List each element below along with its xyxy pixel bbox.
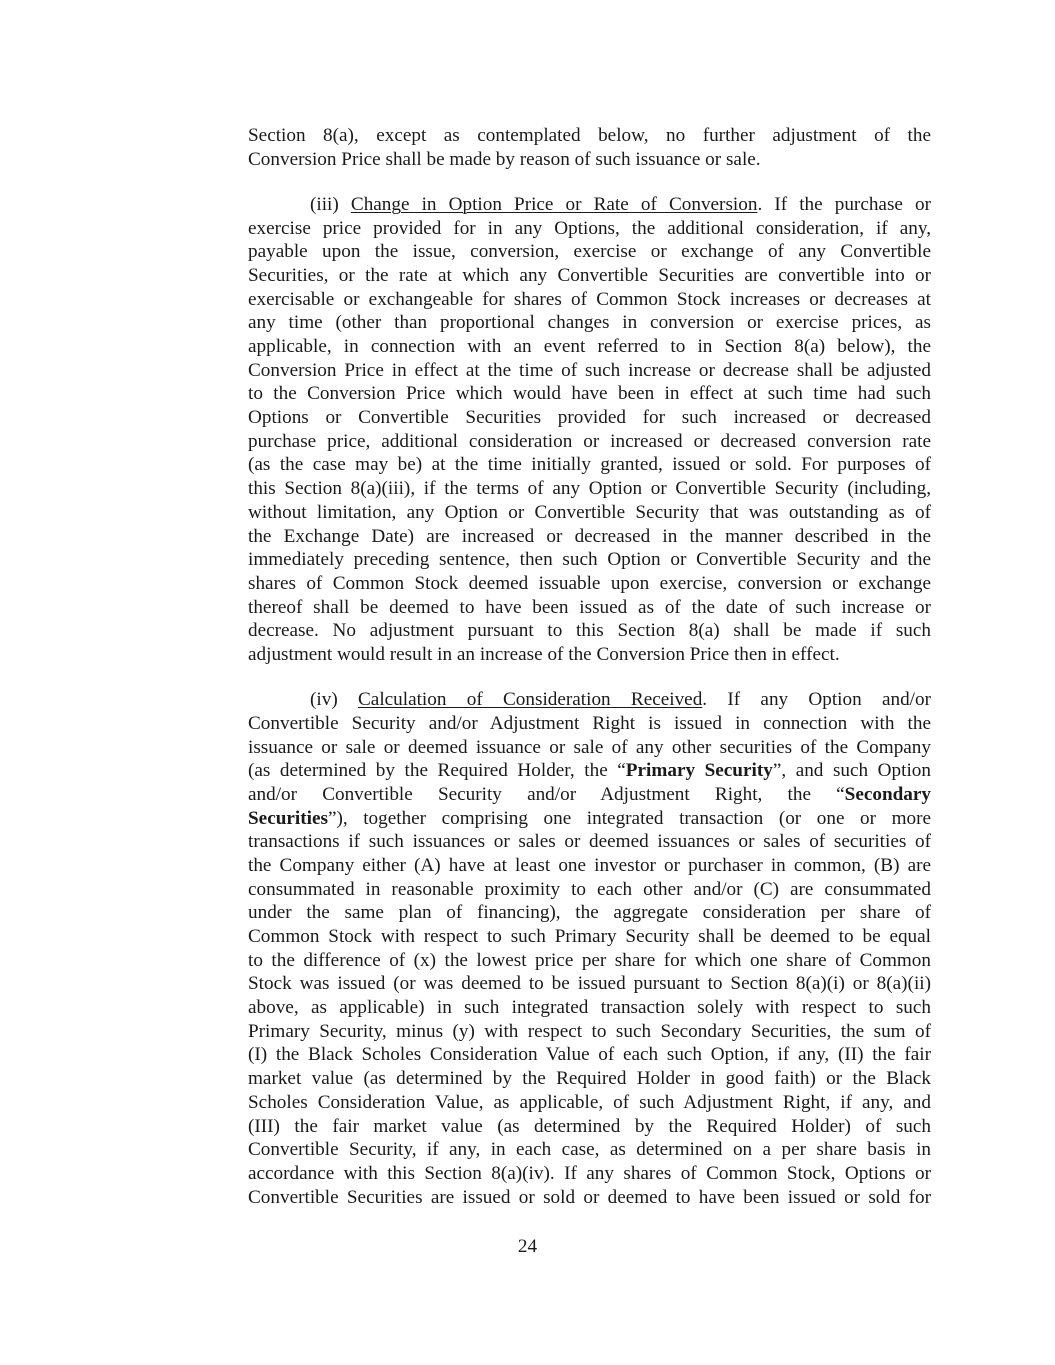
paragraph-continuation xyxy=(248,124,931,171)
text-line: accordance with this Section 8(a)(iv). If any shares of Common Stock, Options or xyxy=(248,1162,931,1184)
section-heading-line xyxy=(248,688,931,712)
text-line: the Exchange Date) are increased or decreased in the manner described in the xyxy=(248,525,931,547)
text-line: this Section 8(a)(iii), if the terms of any Option or Convertible Security (including, xyxy=(248,478,931,500)
text-fragment: (as determined by the Required Holder, the “ xyxy=(248,760,626,782)
text-line: adjustment would result in an increase of the Conversion Price then in effect. xyxy=(248,643,840,665)
text-line: issuance or sale or deemed issuance or sale of any other securities of the Company xyxy=(248,736,931,758)
text-line: (as the case may be) at the time initially granted, issued or sold. For purposes of xyxy=(248,454,931,476)
defined-term-secondary-securities: Secondary xyxy=(844,783,931,805)
text-line: payable upon the issue, conversion, exercise or exchange of any Convertible xyxy=(248,241,931,263)
text-line: (I) the Black Scholes Consideration Value of each such Option, if any, (II) the fair xyxy=(248,1044,931,1066)
text-line: under the same plan of financing), the aggregate consideration per share of xyxy=(248,902,931,924)
text-line xyxy=(248,759,931,783)
text-line: shares of Common Stock deemed issuable upon exercise, conversion or exchange xyxy=(248,572,931,594)
text-line: without limitation, any Option or Convertible Security that was outstanding as of xyxy=(248,501,931,523)
text-line: Conversion Price in effect at the time of such increase or decrease shall be adjusted xyxy=(248,359,931,381)
text-line: (III) the fair market value (as determined by the Required Holder) of such xyxy=(248,1115,931,1137)
text-line: Convertible Securities are issued or sold or deemed to have been issued or sold for xyxy=(248,1186,931,1208)
text-line: Securities, or the rate at which any Convertible Securities are convertible into or xyxy=(248,264,931,286)
defined-term-primary-security: Primary Security xyxy=(625,760,773,782)
text-line: market value (as determined by the Required Holder in good faith) or the Black xyxy=(248,1068,931,1090)
text-line: Conversion Price shall be made by reason of such issuance or sale. xyxy=(248,148,761,170)
text-line: Scholes Consideration Value, as applicable, of such Adjustment Right, if any, and xyxy=(248,1091,931,1113)
text-fragment: ”, and such Option xyxy=(772,760,931,782)
text-fragment: . If any Option and/or xyxy=(702,689,931,711)
text-line: the Company either (A) have at least one investor or purchaser in common, (B) are xyxy=(248,854,931,876)
text-line: Stock was issued (or was deemed to be issued pursuant to Section 8(a)(i) or 8(a)(ii) xyxy=(248,973,931,995)
text-line xyxy=(248,807,931,831)
text-fragment: . If the purchase or xyxy=(757,193,932,215)
text-line: to the Conversion Price which would have been in effect at such time had such xyxy=(248,383,931,405)
text-line: exercise price provided for in any Options, the additional consideration, if any, xyxy=(248,217,931,239)
section-heading-line xyxy=(248,193,931,217)
paragraph-section-8a-iv xyxy=(248,688,931,1209)
text-line: purchase price, additional consideration or increased or decreased conversion rate xyxy=(248,430,931,452)
paragraph-section-8a-iii xyxy=(248,193,931,667)
section-heading: Change in Option Price or Rate of Conversion xyxy=(350,193,758,215)
text-line: Convertible Security, if any, in each case, as determined on a per share basis in xyxy=(248,1139,931,1161)
page-number: 24 xyxy=(517,1236,538,1257)
text-line: Common Stock with respect to such Primary Security shall be deemed to be equal xyxy=(248,926,931,947)
text-line: consummated in reasonable proximity to each other and/or (C) are consummated xyxy=(248,878,931,900)
text-line: Section 8(a), except as contemplated below, no further adjustment of the xyxy=(248,125,931,146)
text-line: Primary Security, minus (y) with respect to such Secondary Securities, the sum of xyxy=(248,1020,931,1042)
text-line: exercisable or exchangeable for shares of Common Stock increases or decreases at xyxy=(248,288,931,310)
section-heading: Calculation of Consideration Received xyxy=(358,689,703,711)
text-line: decrease. No adjustment pursuant to this Section 8(a) shall be made if such xyxy=(248,620,931,642)
text-line: immediately preceding sentence, then such Option or Convertible Security and the xyxy=(248,549,931,571)
text-line: any time (other than proportional changes in conversion or exercise prices, as xyxy=(248,312,931,334)
text-line: above, as applicable) in such integrated transaction solely with respect to such xyxy=(248,997,931,1019)
text-line: to the difference of (x) the lowest price per share for which one share of Common xyxy=(248,949,931,971)
section-number: (iv) xyxy=(310,689,338,711)
defined-term-secondary-securities-cont: Securities xyxy=(248,807,328,829)
text-line: transactions if such issuances or sales or deemed issuances or sales of securities of xyxy=(248,831,931,853)
text-fragment: and/or Convertible Security and/or Adjustment Right, the “ xyxy=(248,783,845,805)
document-page xyxy=(248,124,931,1209)
text-line: thereof shall be deemed to have been issued as of the date of such increase or xyxy=(248,596,931,618)
text-line: Options or Convertible Securities provided for such increased or decreased xyxy=(248,407,931,429)
text-line: Convertible Security and/or Adjustment Right is issued in connection with the xyxy=(248,712,931,734)
text-fragment: ”), together comprising one integrated transaction (or one or more xyxy=(327,807,931,829)
section-number: (iii) xyxy=(310,193,339,215)
text-line xyxy=(248,783,931,807)
text-line: applicable, in connection with an event referred to in Section 8(a) below), the xyxy=(248,336,931,357)
